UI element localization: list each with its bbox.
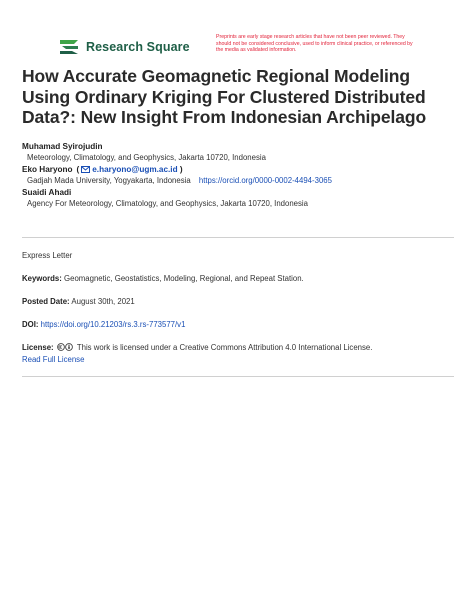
author-email-link[interactable]: e.haryono@ugm.ac.id [92,165,178,174]
author-affiliation: Meteorology, Climatology, and Geophysics, Jakarta 10720, Indonesia [27,153,266,162]
creative-commons-by-icon[interactable] [57,343,74,351]
author-list [22,141,462,210]
author-affiliation-row [22,175,462,186]
mail-icon [81,166,90,173]
license-row [22,343,454,353]
read-full-license-link[interactable]: Read Full License [22,355,85,364]
doi-label: DOI: [22,320,39,329]
orcid-link[interactable]: https://orcid.org/0000-0002-4494-3065 [198,176,332,185]
posted-date-value: August 30th, 2021 [71,297,135,306]
author-entry [22,187,462,209]
posted-date-label: Posted Date: [22,297,70,306]
author-name-row [22,164,462,175]
author-entry [22,164,462,186]
preprint-notice: Preprints are early stage research articles that have not been peer reviewed. They should not be considered conclusive, used to inform clinical practice, or referenced by the media as validated information. [216,34,413,54]
paper-title: How Accurate Geomagnetic Regional Modeling Using Ordinary Kriging For Clustered Distributed Data?: New Insight From Indonesian Archipelago [22,66,427,127]
posted-date-row [22,297,454,307]
author-affiliation: Agency For Meteorology, Climatology, and Geophysics, Jakarta 10720, Indonesia [27,199,308,208]
license-label: License: [22,343,54,352]
doi-link[interactable]: https://doi.org/10.21203/rs.3.rs-773577/v1 [40,320,186,329]
author-email-wrapper: ( e.haryono@ugm.ac.id ) [76,165,183,174]
keywords-label: Keywords: [22,274,62,283]
author-name: Muhamad Syirojudin [22,142,103,151]
article-type: Express Letter [22,251,73,260]
section-divider [22,376,454,377]
section-divider [22,237,454,238]
keywords-row [22,274,454,284]
author-name: Suaidi Ahadi [22,188,72,197]
author-affiliation: Gadjah Mada University, Yogyakarta, Indonesia [27,176,191,185]
author-name: Eko Haryono [22,165,73,174]
read-license-row [22,355,454,365]
logo-text: Research Square [86,40,190,54]
author-entry [22,141,462,163]
research-square-logo-icon [58,38,80,56]
research-square-logo[interactable] [58,37,190,57]
doi-row [22,320,454,330]
keywords-value: Geomagnetic, Geostatistics, Modeling, Regional, and Repeat Station. [64,274,304,283]
license-text: This work is licensed under a Creative Commons Attribution 4.0 International License. [76,343,373,352]
